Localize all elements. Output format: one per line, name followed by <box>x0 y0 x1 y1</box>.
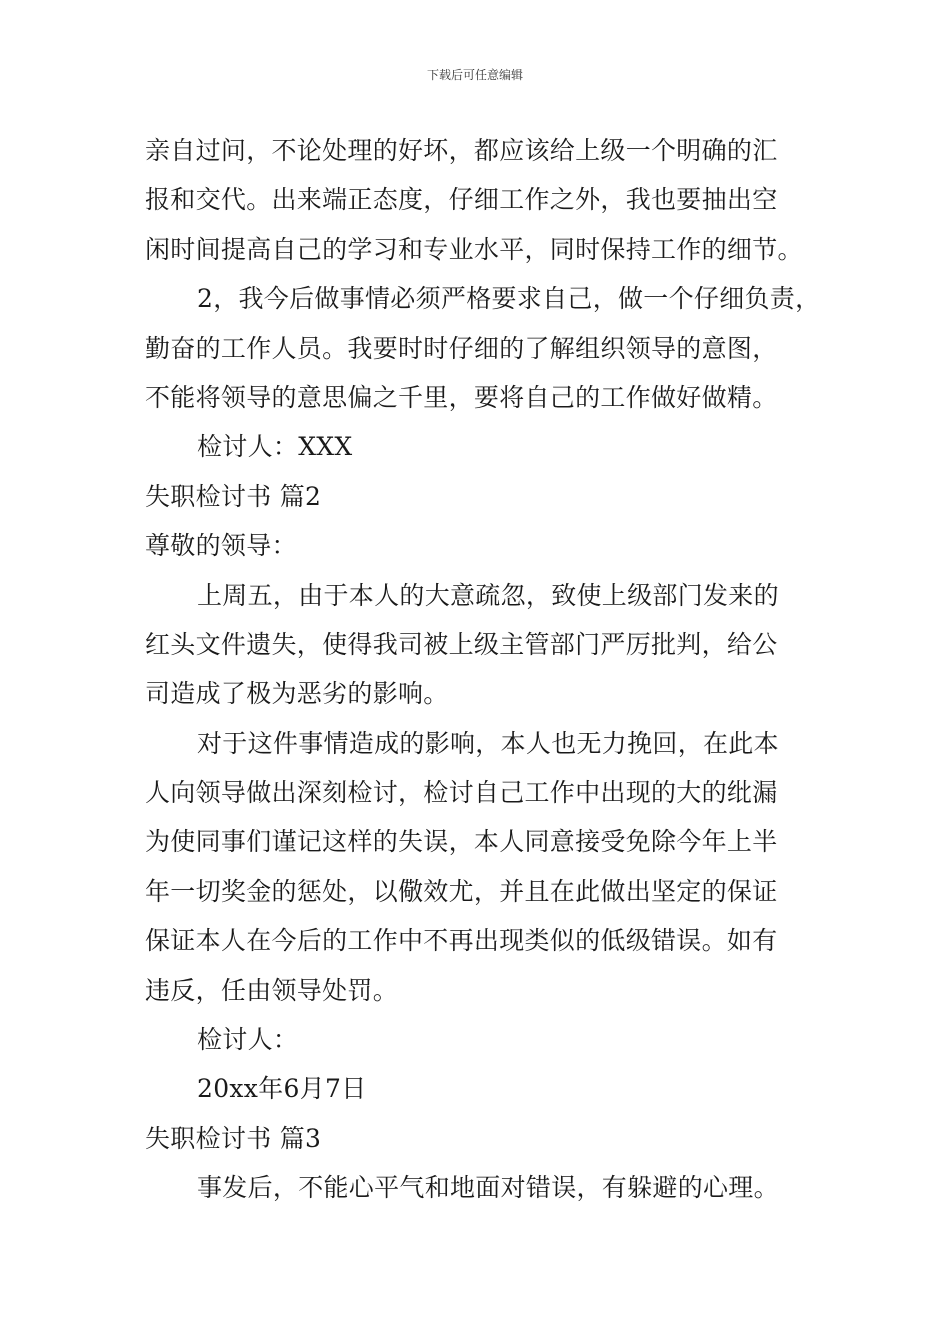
signature-line: 检讨人： <box>197 1025 299 1055</box>
section-heading: 失职检讨书 篇2 <box>145 481 322 511</box>
text-line: 2，我今后做事情必须严格要求自己，做一个仔细负责， <box>197 284 821 314</box>
text-line: 保证本人在今后的工作中不再出现类似的低级错误。如有 <box>145 926 778 956</box>
date-line: 20xx年6月7日 <box>197 1074 367 1104</box>
page-header: 下载后可任意编辑 <box>426 68 523 82</box>
text-line: 司造成了极为恶劣的影响。 <box>145 679 449 709</box>
text-line: 闲时间提高自己的学习和专业水平，同时保持工作的细节。 <box>145 234 803 264</box>
text-line: 报和交代。出来端正态度，仔细工作之外，我也要抽出空 <box>145 185 778 215</box>
document-body <box>145 126 835 1213</box>
text-line: 人向领导做出深刻检讨，检讨自己工作中出现的大的纰漏 <box>145 778 778 808</box>
text-line: 为使同事们谨记这样的失误，本人同意接受免除今年上半 <box>145 827 778 857</box>
salutation: 尊敬的领导： <box>145 531 297 561</box>
text-line: 勤奋的工作人员。我要时时仔细的了解组织领导的意图， <box>145 333 778 363</box>
signature-line: 检讨人：XXX <box>197 432 353 462</box>
text-line: 年一切奖金的惩处，以儆效尤，并且在此做出坚定的保证 <box>145 876 778 906</box>
section-heading: 失职检讨书 篇3 <box>145 1123 322 1153</box>
text-line: 不能将领导的意思偏之千里，要将自己的工作做好做精。 <box>145 382 778 412</box>
text-line: 红头文件遗失，使得我司被上级主管部门严厉批判，给公 <box>145 629 778 659</box>
text-line: 违反，任由领导处罚。 <box>145 975 399 1005</box>
text-line: 亲自过问，不论处理的好坏，都应该给上级一个明确的汇 <box>145 136 778 165</box>
text-line: 对于这件事情造成的影响，本人也无力挽回，在此本 <box>197 728 779 758</box>
text-line: 上周五，由于本人的大意疏忽，致使上级部门发来的 <box>197 580 779 610</box>
text-line: 事发后，不能心平气和地面对错误，有躲避的心理。 <box>197 1173 779 1203</box>
